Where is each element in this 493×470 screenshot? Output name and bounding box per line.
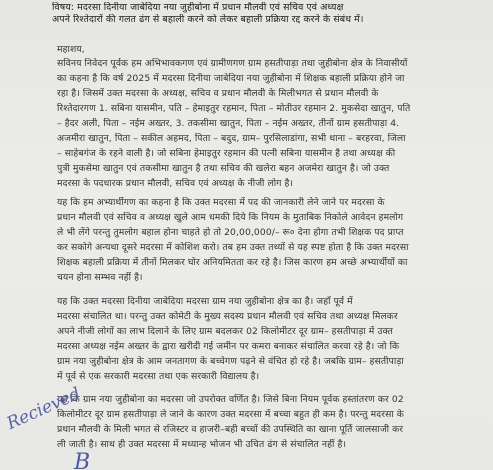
- paragraph-line: में पूर्व से एक सरकारी मदरसा तथा एक सरकारी विद्यालय है।: [57, 371, 260, 382]
- paragraph-line: पुत्री मुकसेमा खातुन एवं तकसीमा खातुन है तथा सचिव की खलेरा बहन अजमेरा खातुन है। जो उक्त: [57, 163, 390, 174]
- paragraph-line: का कहना है कि वर्ष 2025 में मदरसा दिनीया जाबेदिया नया जुहीबोना में शिक्षक बहाली प्रक्रिया होने जा: [57, 73, 405, 84]
- subject-line-1: विषय: मदरसा दिनीया जाबेदिया नया जुहीबोना में प्रधान मौलवी एवं सचिव एवं अध्यक्ष: [52, 2, 344, 13]
- paragraph-line: – साहेबगंज के रहने वाली है। जो सबिना हेमाइतुर रहमान की पत्नी सबिना यासमीन है तथा अध्यक्ष की: [57, 148, 396, 159]
- paragraph-line: प्रधान मौलवी के मिली भगत से रजिस्टर व हाजरी–बही बच्चों की उपस्थिति का खाना पूर्ति जालसाजी कर: [57, 424, 404, 435]
- paragraph-line: कर सकोगे अन्यथा दूसरे मदरसा में कोशिश करो। तब हम उक्त तथ्यों से यह स्पष्ट होता है कि उक्त मदरसा: [57, 242, 409, 253]
- paragraph-line: प्रधान मौलवी एवं सचिव व अध्यक्ष खुले आम धमकी दिये कि नियम के मुताबिक निकोले आवेदन हमलोग: [57, 212, 404, 223]
- paragraph-line: यह कि ग्राम नया जुहीबोना का मदरसा जो उपरोक्त वर्णित है। जिसे बिना नियम पूर्वक हस्तांतरण कर 02: [57, 394, 404, 405]
- paragraph-line: अजमीरा खातुन, पिता – सकील अहमद, पिता – बदुद, ग्राम– पुरसिलाडांगा, सभी थाना – बरहरवा, जिला: [57, 133, 406, 144]
- paragraph-line: यह कि हम अभ्यार्थीगण का कहना है कि उक्त मदरसा में पद की जानकारी लेने जाने पर मदरसा के: [57, 197, 385, 208]
- handwritten-initial: B: [74, 450, 91, 470]
- paragraph-line: ले भी लेंगे परन्तु तुमलोग बहाल होना चाहते हो तो 20,00,000/– रू० देना होगा तभी शिक्षक पद प्राप्त: [57, 227, 404, 238]
- subject-line-2: अपने रिश्तेदारों की गलत ढंग से बहाली करने को लेकर बहाली प्रक्रिया रद्द करने के संबंध में।: [52, 14, 364, 25]
- paragraph-line: यह कि उक्त मदरसा दिनीया जाबेदिया मदरसा ग्राम नया जुहीबोना क्षेत्र का है। जहाँ पूर्व में: [57, 296, 353, 307]
- paragraph-line: मदरसा संचालित था। परन्तु उक्त कोमेटी के मुख्य सदस्य प्रधान मौलवी एवं सचिव तथा अध्यक्ष मिलकर: [57, 311, 398, 322]
- salutation: महाशय,: [57, 44, 85, 55]
- handwritten-received-note: Recieved: [3, 383, 84, 434]
- paragraph-line: रिश्तेदारगण 1. सबिना यासमीन, पति – हेमाइतुर रहमान, पिता – मोतीउर रहमान 2. मुकसेदा खातुन, पति: [57, 103, 411, 114]
- paragraph-line: शिक्षक बहाली प्रक्रिया में तीनों मिलकर घोर अनियमितता कर रहे है। जिस कारण हम अच्छे अभ्यार्थीयों का: [57, 257, 408, 268]
- paragraph-line: किलोमीटर दूर ग्राम हसतीपाड़ा ले जाने के कारण उक्त मदरसा में बच्चा बहुत ही कम है। परन्तु मदरसा के: [57, 409, 404, 420]
- paragraph-line: सविनय निवेदन पूर्वक हम अभिभावकगण एवं ग्रामीणगण ग्राम हसतीपाड़ा तथा जुहीबोना क्षेत्र के निवासीयों: [57, 58, 408, 69]
- paragraph-line: ली जाती है। साथ ही उक्त मदरसा में मध्यान्ह भोजन भी उचित ढंग से संचालित नहीं है।: [57, 439, 347, 450]
- paragraph-line: रहा है। जिसमें उक्त मदरसा के अध्यक्ष, सचिव व प्रधान मौलवी के मिलीभगत से प्रधान मौलवी के: [57, 88, 379, 99]
- paragraph-line: मदरसा के पदधारक प्रधान मौलवी, सचिव एवं अध्यक्ष के नीजी लोग है।: [57, 178, 294, 189]
- paragraph-line: चयन होना सम्भव नहीं है।: [57, 272, 143, 283]
- paragraph-line: ग्राम नया जुहीबोना क्षेत्र के आम जनतागण के बच्चेगण पढ़ने से वंचित हो रहे है। जबकि ग्राम– हसतीपाड़ा: [57, 356, 404, 367]
- paragraph-line: – हैदर अली, पिता – नईम अख्तर, 3. तकसीमा खातुन, पिता – नईम अख्तर, तीनों ग्राम हसतीपाड़ा 4.: [57, 118, 400, 129]
- paragraph-line: मदरसा अध्यक्ष नईम अख्तर के द्वारा खरीदी गई जमीन पर कमरा बनाकर संचालित करवा रहे है। जो कि: [57, 341, 400, 352]
- paragraph-line: अपने नीजी लोगों का लाभ दिलाने के लिए ग्राम बदलकर 02 किलोमीटर दूर ग्राम– हसतीपाड़ा में उक्त: [57, 326, 393, 337]
